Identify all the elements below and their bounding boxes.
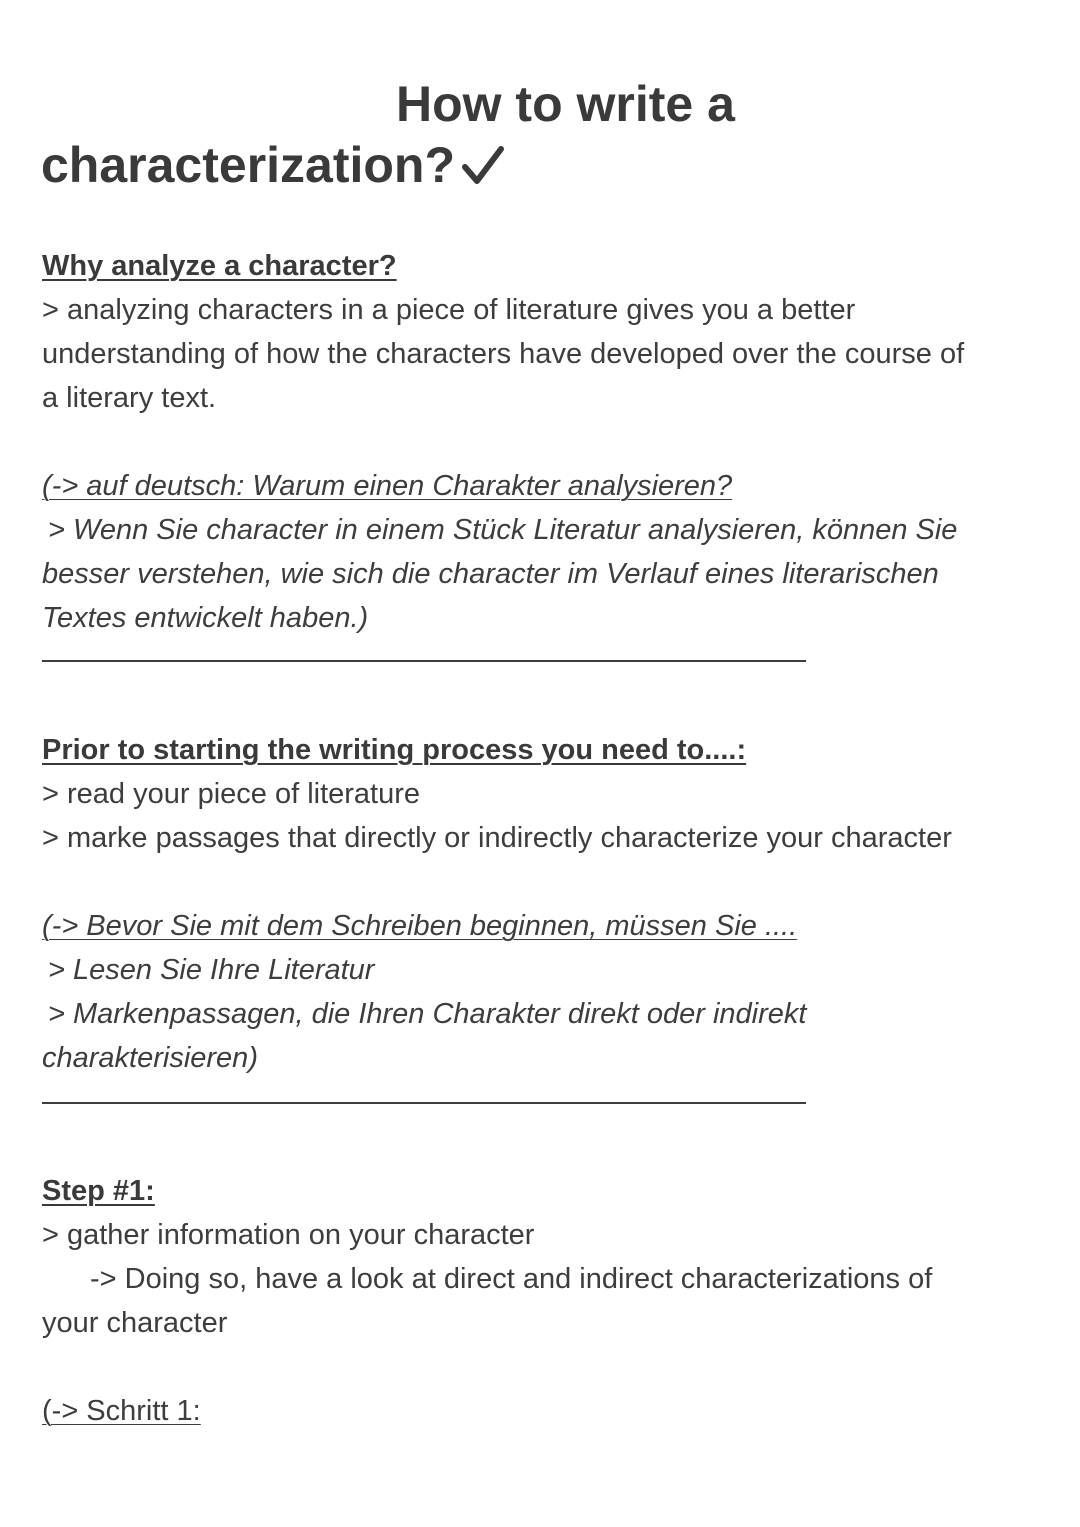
divider	[42, 660, 806, 662]
divider	[42, 1102, 806, 1104]
sub-item-line: -> Doing so, have a look at direct and indirect characterizations of	[90, 1263, 933, 1295]
german-heading: (-> Schritt 1:	[42, 1395, 201, 1427]
list-item: > read your piece of literature	[42, 778, 421, 810]
german-heading: (-> auf deutsch: Warum einen Charakter analysieren?	[42, 470, 733, 502]
german-line: > Wenn Sie character in einem Stück Literatur analysieren, können Sie	[48, 514, 958, 546]
section-why-german	[42, 464, 1042, 640]
paragraph-line: a literary text.	[42, 382, 217, 414]
list-item: > gather information on your character	[42, 1219, 535, 1251]
list-item: > marke passages that directly or indirectly characterize your character	[42, 822, 952, 854]
section-step1	[42, 1169, 1042, 1345]
section-heading: Step #1:	[42, 1175, 155, 1207]
german-line: > Markenpassagen, die Ihren Charakter direkt oder indirekt	[48, 998, 807, 1030]
german-line: Textes entwickelt haben.)	[42, 602, 369, 634]
title-text: characterization?	[41, 137, 456, 193]
section-step1-german	[42, 1389, 1042, 1433]
sub-item-line: your character	[42, 1307, 228, 1339]
paragraph-line: > analyzing characters in a piece of literature gives you a better	[42, 294, 856, 326]
german-line: besser verstehen, wie sich die character im Verlauf eines literarischen	[42, 558, 939, 590]
german-heading: (-> Bevor Sie mit dem Schreiben beginnen, müssen Sie ....	[42, 910, 798, 942]
paragraph-line: understanding of how the characters have developed over the course of	[42, 338, 965, 370]
title-line-1: How to write a	[396, 76, 735, 132]
section-prior-german	[42, 904, 1042, 1080]
section-why	[42, 244, 1042, 420]
german-line: > Lesen Sie Ihre Literatur	[48, 954, 375, 986]
checkmark-icon	[461, 145, 505, 189]
section-heading: Prior to starting the writing process you need to....:	[42, 734, 747, 766]
title-line-2	[41, 133, 505, 197]
german-line: charakterisieren)	[42, 1042, 258, 1074]
section-prior	[42, 728, 1042, 860]
section-heading: Why analyze a character?	[42, 250, 397, 282]
